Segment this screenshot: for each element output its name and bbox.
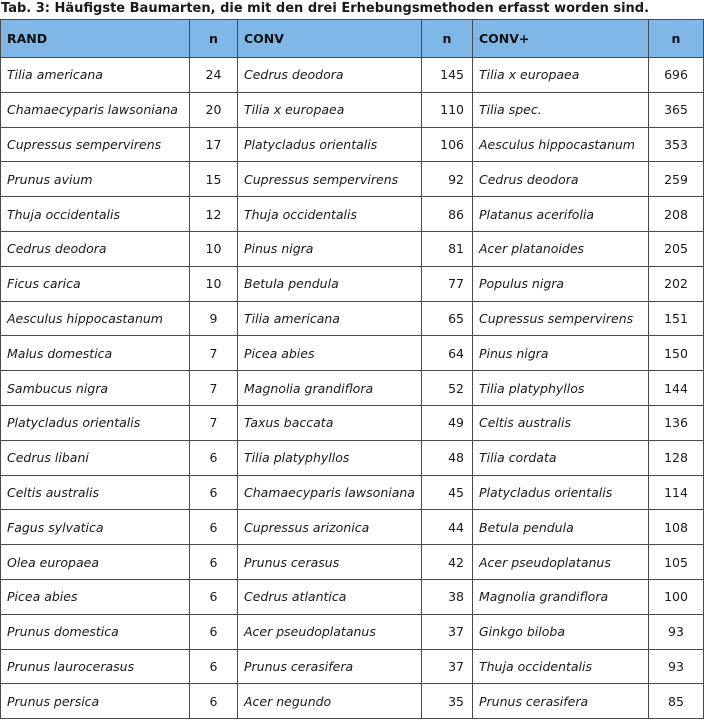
rand-count-cell: 6 xyxy=(190,649,238,684)
header-row xyxy=(1,20,704,58)
rand-count-cell: 7 xyxy=(190,371,238,406)
conv-plus-count-cell: 93 xyxy=(649,614,704,649)
conv-plus-species-cell: Prunus cerasifera xyxy=(473,684,649,719)
conv-plus-species-cell: Cedrus deodora xyxy=(473,162,649,197)
rand-count-cell: 6 xyxy=(190,614,238,649)
conv-plus-count-cell: 696 xyxy=(649,58,704,93)
conv-plus-species-cell: Tilia cordata xyxy=(473,440,649,475)
conv-plus-species-cell: Betula pendula xyxy=(473,510,649,545)
table-row xyxy=(1,475,704,510)
rand-species-cell: Prunus persica xyxy=(1,684,190,719)
rand-species-cell: Chamaecyparis lawsoniana xyxy=(1,92,190,127)
conv-count-cell: 45 xyxy=(422,475,473,510)
conv-count-cell: 64 xyxy=(422,336,473,371)
conv-count-cell: 38 xyxy=(422,579,473,614)
conv-plus-count-cell: 108 xyxy=(649,510,704,545)
rand-count-cell: 6 xyxy=(190,475,238,510)
header-rand: RAND xyxy=(1,20,190,58)
conv-count-cell: 52 xyxy=(422,371,473,406)
conv-plus-species-cell: Aesculus hippocastanum xyxy=(473,127,649,162)
table-row xyxy=(1,266,704,301)
table-row xyxy=(1,510,704,545)
rand-count-cell: 20 xyxy=(190,92,238,127)
conv-species-cell: Cedrus deodora xyxy=(238,58,422,93)
table-row xyxy=(1,371,704,406)
conv-plus-species-cell: Acer pseudoplatanus xyxy=(473,545,649,580)
table-row xyxy=(1,58,704,93)
conv-plus-count-cell: 100 xyxy=(649,579,704,614)
table-body xyxy=(1,58,704,719)
conv-plus-species-cell: Tilia spec. xyxy=(473,92,649,127)
conv-species-cell: Taxus baccata xyxy=(238,405,422,440)
conv-count-cell: 145 xyxy=(422,58,473,93)
conv-count-cell: 37 xyxy=(422,649,473,684)
conv-count-cell: 37 xyxy=(422,614,473,649)
conv-plus-count-cell: 151 xyxy=(649,301,704,336)
rand-count-cell: 17 xyxy=(190,127,238,162)
table-caption: Tab. 3: Häufigste Baumarten, die mit den drei Erhebungsmethoden erfasst worden sind. xyxy=(1,1,650,16)
header-n-rand: n xyxy=(190,20,238,58)
conv-plus-species-cell: Pinus nigra xyxy=(473,336,649,371)
conv-count-cell: 65 xyxy=(422,301,473,336)
rand-species-cell: Cupressus sempervirens xyxy=(1,127,190,162)
header-n-conv: n xyxy=(422,20,473,58)
rand-count-cell: 7 xyxy=(190,336,238,371)
conv-species-cell: Picea abies xyxy=(238,336,422,371)
conv-species-cell: Prunus cerasifera xyxy=(238,649,422,684)
conv-plus-count-cell: 259 xyxy=(649,162,704,197)
conv-plus-count-cell: 205 xyxy=(649,231,704,266)
header-conv: CONV xyxy=(238,20,422,58)
table-row xyxy=(1,127,704,162)
table-row xyxy=(1,301,704,336)
conv-plus-species-cell: Tilia x europaea xyxy=(473,58,649,93)
header-conv-plus: CONV+ xyxy=(473,20,649,58)
conv-species-cell: Thuja occidentalis xyxy=(238,197,422,232)
conv-plus-count-cell: 353 xyxy=(649,127,704,162)
table-row xyxy=(1,649,704,684)
table-row xyxy=(1,579,704,614)
table-row xyxy=(1,545,704,580)
conv-plus-species-cell: Acer platanoides xyxy=(473,231,649,266)
rand-species-cell: Cedrus libani xyxy=(1,440,190,475)
conv-count-cell: 35 xyxy=(422,684,473,719)
rand-species-cell: Prunus avium xyxy=(1,162,190,197)
conv-species-cell: Acer negundo xyxy=(238,684,422,719)
rand-species-cell: Olea europaea xyxy=(1,545,190,580)
conv-count-cell: 48 xyxy=(422,440,473,475)
conv-plus-count-cell: 202 xyxy=(649,266,704,301)
rand-species-cell: Celtis australis xyxy=(1,475,190,510)
conv-species-cell: Chamaecyparis lawsoniana xyxy=(238,475,422,510)
table-row xyxy=(1,614,704,649)
conv-species-cell: Betula pendula xyxy=(238,266,422,301)
tree-species-table xyxy=(0,19,704,719)
conv-plus-species-cell: Cupressus sempervirens xyxy=(473,301,649,336)
conv-plus-species-cell: Thuja occidentalis xyxy=(473,649,649,684)
conv-plus-species-cell: Magnolia grandiflora xyxy=(473,579,649,614)
conv-plus-count-cell: 93 xyxy=(649,649,704,684)
table-row xyxy=(1,440,704,475)
conv-species-cell: Magnolia grandiflora xyxy=(238,371,422,406)
conv-plus-species-cell: Tilia platyphyllos xyxy=(473,371,649,406)
conv-plus-species-cell: Platycladus orientalis xyxy=(473,475,649,510)
table-row xyxy=(1,162,704,197)
rand-count-cell: 9 xyxy=(190,301,238,336)
conv-count-cell: 49 xyxy=(422,405,473,440)
rand-species-cell: Cedrus deodora xyxy=(1,231,190,266)
rand-species-cell: Malus domestica xyxy=(1,336,190,371)
rand-count-cell: 15 xyxy=(190,162,238,197)
conv-plus-count-cell: 85 xyxy=(649,684,704,719)
conv-species-cell: Platycladus orientalis xyxy=(238,127,422,162)
table-row xyxy=(1,684,704,719)
rand-count-cell: 6 xyxy=(190,440,238,475)
conv-plus-count-cell: 150 xyxy=(649,336,704,371)
conv-count-cell: 42 xyxy=(422,545,473,580)
conv-species-cell: Tilia platyphyllos xyxy=(238,440,422,475)
rand-species-cell: Platycladus orientalis xyxy=(1,405,190,440)
conv-plus-count-cell: 114 xyxy=(649,475,704,510)
conv-species-cell: Cedrus atlantica xyxy=(238,579,422,614)
rand-species-cell: Ficus carica xyxy=(1,266,190,301)
conv-plus-count-cell: 365 xyxy=(649,92,704,127)
rand-count-cell: 10 xyxy=(190,231,238,266)
conv-plus-species-cell: Platanus acerifolia xyxy=(473,197,649,232)
rand-species-cell: Sambucus nigra xyxy=(1,371,190,406)
conv-plus-count-cell: 128 xyxy=(649,440,704,475)
conv-plus-species-cell: Ginkgo biloba xyxy=(473,614,649,649)
header-n-conv-plus: n xyxy=(649,20,704,58)
conv-plus-count-cell: 144 xyxy=(649,371,704,406)
rand-species-cell: Fagus sylvatica xyxy=(1,510,190,545)
rand-species-cell: Picea abies xyxy=(1,579,190,614)
conv-count-cell: 81 xyxy=(422,231,473,266)
rand-count-cell: 6 xyxy=(190,684,238,719)
rand-count-cell: 7 xyxy=(190,405,238,440)
table-row xyxy=(1,231,704,266)
conv-plus-species-cell: Populus nigra xyxy=(473,266,649,301)
conv-count-cell: 86 xyxy=(422,197,473,232)
conv-species-cell: Cupressus arizonica xyxy=(238,510,422,545)
rand-species-cell: Prunus laurocerasus xyxy=(1,649,190,684)
conv-count-cell: 92 xyxy=(422,162,473,197)
conv-plus-species-cell: Celtis australis xyxy=(473,405,649,440)
conv-species-cell: Cupressus sempervirens xyxy=(238,162,422,197)
conv-plus-count-cell: 208 xyxy=(649,197,704,232)
rand-count-cell: 10 xyxy=(190,266,238,301)
conv-species-cell: Acer pseudoplatanus xyxy=(238,614,422,649)
conv-count-cell: 77 xyxy=(422,266,473,301)
conv-species-cell: Tilia americana xyxy=(238,301,422,336)
rand-count-cell: 24 xyxy=(190,58,238,93)
rand-count-cell: 6 xyxy=(190,545,238,580)
conv-count-cell: 110 xyxy=(422,92,473,127)
rand-species-cell: Thuja occidentalis xyxy=(1,197,190,232)
table-row xyxy=(1,336,704,371)
conv-species-cell: Prunus cerasus xyxy=(238,545,422,580)
rand-count-cell: 6 xyxy=(190,579,238,614)
rand-species-cell: Prunus domestica xyxy=(1,614,190,649)
rand-species-cell: Aesculus hippocastanum xyxy=(1,301,190,336)
table-row xyxy=(1,92,704,127)
rand-count-cell: 6 xyxy=(190,510,238,545)
conv-species-cell: Pinus nigra xyxy=(238,231,422,266)
table-row xyxy=(1,197,704,232)
conv-species-cell: Tilia x europaea xyxy=(238,92,422,127)
table-row xyxy=(1,405,704,440)
conv-plus-count-cell: 136 xyxy=(649,405,704,440)
conv-count-cell: 106 xyxy=(422,127,473,162)
conv-plus-count-cell: 105 xyxy=(649,545,704,580)
rand-count-cell: 12 xyxy=(190,197,238,232)
rand-species-cell: Tilia americana xyxy=(1,58,190,93)
conv-count-cell: 44 xyxy=(422,510,473,545)
